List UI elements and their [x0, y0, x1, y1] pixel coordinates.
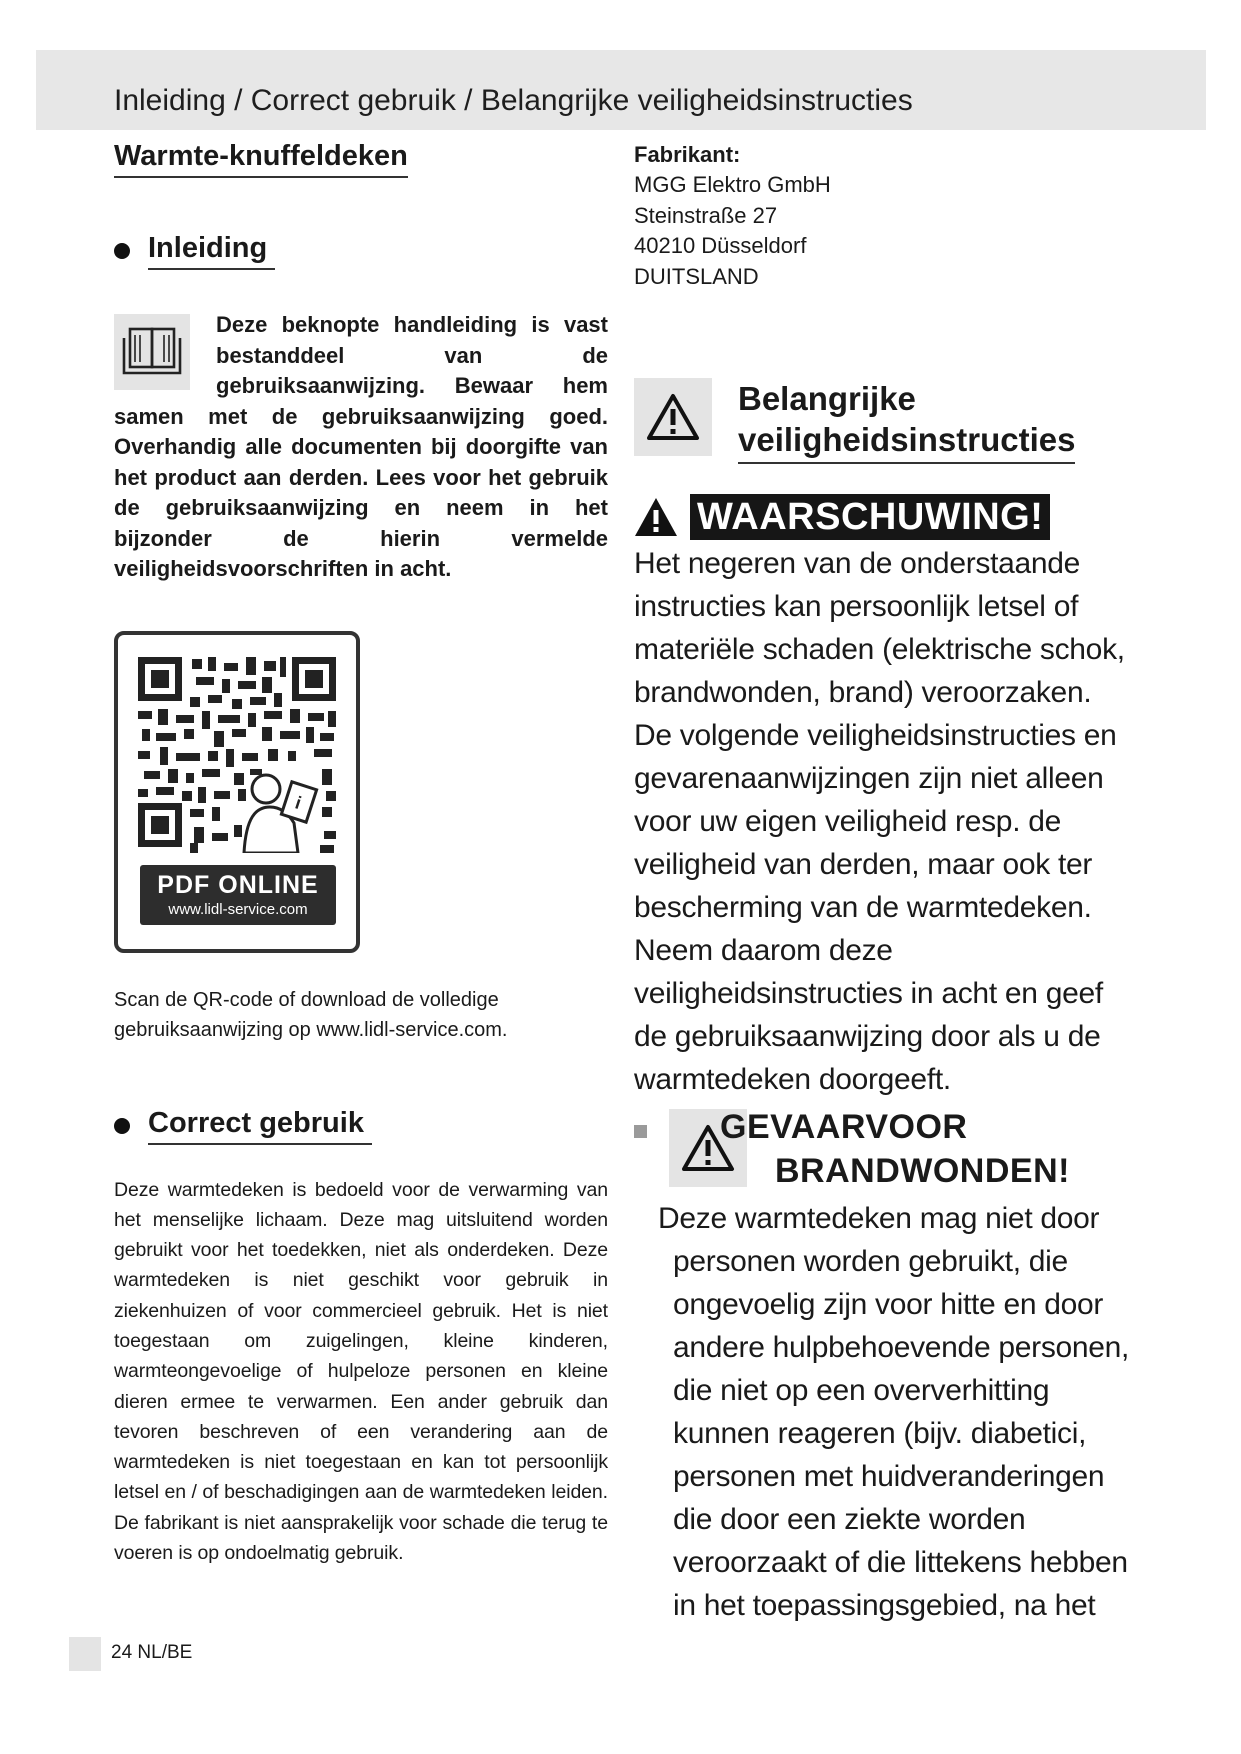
safety-title: [738, 378, 1075, 464]
document-title: Warmte-knuffeldeken: [114, 140, 408, 178]
danger-text: Deze warmtedeken mag niet door personen worden gebruikt, die ongevoelig zijn voor hitte en door andere hulpbehoevende personen, die niet op een oververhitting kunnen reageren (bijv. diabetici, personen met huidveranderingen die door een ziekte worden veroorzaakt of die littekens hebben in het toepassingsgebied, na het: [658, 1202, 1130, 1622]
square-bullet-icon: [634, 1125, 647, 1138]
correct-use-text: Deze warmtedeken is bedoeld voor de verwarming van het menselijke lichaam. Deze mag uitsluitend worden gebruikt voor het toedekken, niet als onderdeken. Deze warmtedeken is niet geschikt voor gebruik in ziekenhuizen of voor commercieel gebruik. Het is niet toegestaan om zuigelingen, kleine kinderen, warmteongevoelige of hulpeloze personen en kleine dieren ermee te verwarmen. Een ander gebruik dan tevoren beschreven of een verandering aan de warmtedeken is niet toegestaan en kan tot persoonlijk letsel en / of beschadigingen aan de warmtedeken leiden. De fabrikant is niet aansprakelijk voor schade die terug te voeren is op ondoelmatig gebruik.: [114, 1178, 608, 1565]
pdf-online-title: PDF ONLINE: [157, 870, 319, 899]
warning-filled-icon: [634, 497, 678, 537]
intro-text: Deze beknopte handleiding is vast bestanddeel van de gebruiksaanwijzing. Bewaar hem samen met de gebruiksaanwijzing goed. Overhandig alle documenten bij doorgifte van het product aan derden. Lees voor het gebruik de gebruiksaanwijzing en neem in het bijzonder de hierin vermelde veiligheidsvoorschriften in acht.: [114, 312, 608, 581]
scan-instruction: Scan de QR-code of download de volledige gebruiksaanwijzing op www.lidl-service.com.: [114, 988, 508, 1041]
danger-title-line2: BRANDWONDEN!: [775, 1152, 1070, 1190]
correct-use-section-head: [114, 1107, 608, 1145]
intro-block: [114, 310, 608, 585]
page-number-box: [69, 1637, 101, 1671]
manufacturer-address-line: Steinstraße 27: [634, 202, 778, 228]
correct-use-heading: Correct gebruik: [148, 1107, 372, 1145]
pdf-online-url: www.lidl-service.com: [168, 900, 308, 918]
warning-label: WAARSCHUWING!: [690, 494, 1050, 540]
left-column: [114, 140, 608, 1568]
warning-row: [634, 494, 1134, 540]
danger-title-line1: GEVAARVOOR: [720, 1108, 968, 1146]
warning-triangle-icon: [634, 378, 712, 456]
danger-title: [720, 1105, 1070, 1193]
warning-text: Het negeren van de onderstaande instructies kan persoonlijk letsel of materiële schaden (elektrische schok, brandwonden, brand) veroorzaken. De volgende veiligheidsinstructies en gevarenaanwijzingen zijn niet alleen voor uw eigen veiligheid resp. de veiligheid van derden, maar ook ter bescherming van de warmtedeken. Neem daarom deze veiligheidsinstructies in acht en geef de gebruiksaanwijzing door als u de warmtedeken doorgeeft.: [634, 547, 1125, 1096]
pdf-online-badge: [140, 865, 336, 925]
manufacturer-label: Fabrikant:: [634, 142, 741, 167]
page-header-title: Inleiding / Correct gebruik / Belangrijke veiligheidsinstructies: [114, 84, 913, 117]
danger-row: [634, 1109, 1134, 1191]
safety-title-line2: veiligheidsinstructies: [738, 421, 1076, 458]
safety-title-line1: Belangrijke: [738, 380, 916, 417]
svg-text:i: i: [292, 792, 304, 813]
right-column: [634, 140, 1134, 1627]
bullet-icon: [114, 1118, 130, 1134]
manufacturer-address-line: MGG Elektro GmbH: [634, 172, 831, 197]
intro-heading: Inleiding: [148, 232, 275, 270]
intro-section-head: [114, 232, 608, 270]
safety-section-head: [634, 378, 1134, 464]
manufacturer-address-line: DUITSLAND: [634, 263, 759, 289]
qr-code-image: [138, 657, 336, 853]
page-number: 24 NL/BE: [111, 1642, 193, 1663]
bullet-icon: [114, 243, 130, 259]
manual-book-icon: [114, 314, 190, 390]
manufacturer-address-line: 40210 Düsseldorf: [634, 233, 807, 258]
qr-code-card[interactable]: [114, 631, 360, 953]
